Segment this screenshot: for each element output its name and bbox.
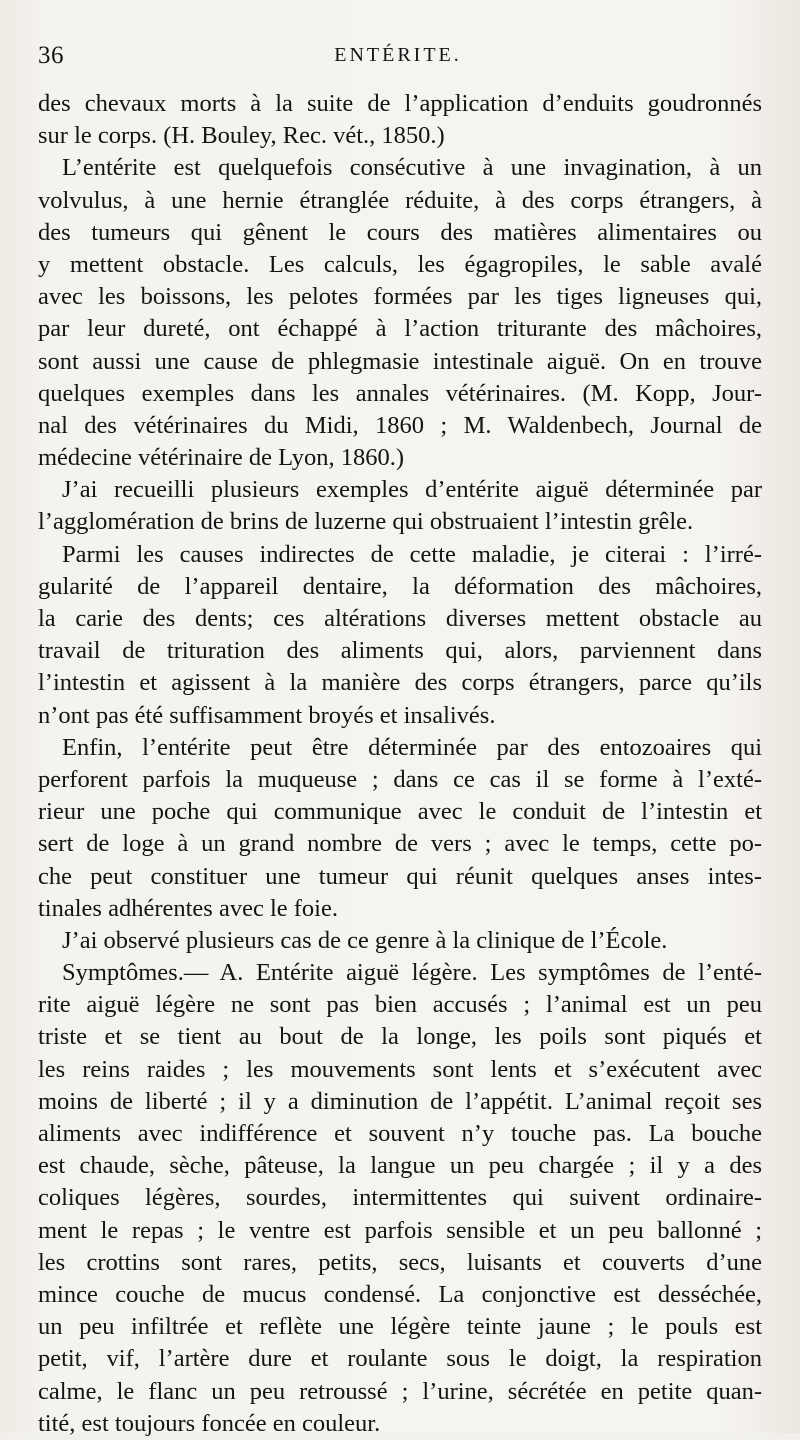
- text-line: les crottins sont rares, petits, secs, luisants et couverts d’une: [38, 1248, 762, 1276]
- text-line: sur le corps. (H. Bouley, Rec. vét., 1850.): [38, 122, 445, 150]
- text-line: la carie des dents; ces altérations diverses mettent obstacle au: [38, 605, 762, 632]
- text-line: aliments avec indifférence et souvent n’y touche pas. La bouche: [38, 1120, 762, 1147]
- text-line: J’ai recueilli plusieurs exemples d’entérite aiguë déterminée par: [62, 476, 762, 504]
- text-line: nal des vétérinaires du Midi, 1860 ; M. Waldenbech, Journal de: [38, 411, 762, 439]
- text-line: médecine vétérinaire de Lyon, 1860.): [38, 444, 404, 472]
- text-line: des tumeurs qui gênent le cours des matières alimentaires ou: [38, 218, 762, 246]
- text-line: gularité de l’appareil dentaire, la déformation des mâchoires,: [38, 572, 762, 600]
- text-line: J’ai observé plusieurs cas de ce genre à la clinique de l’École.: [62, 926, 668, 954]
- text-line: l’agglomération de brins de luzerne qui obstruaient l’intestin grêle.: [38, 508, 694, 536]
- text-line: les reins raides ; les mouvements sont lents et s’exécutent avec: [38, 1055, 762, 1083]
- text-line: des chevaux morts à la suite de l’application d’enduits goudronnés: [38, 90, 762, 117]
- text-line: par leur dureté, ont échappé à l’action triturante des mâchoires,: [38, 315, 762, 343]
- body-text: [38, 88, 762, 1440]
- page-header: [38, 42, 758, 82]
- text-line: tinales adhérentes avec le foie.: [38, 894, 338, 922]
- text-line: rieur une poche qui communique avec le conduit de l’intestin et: [38, 798, 762, 826]
- text-line: moins de liberté ; il y a diminution de l’appétit. L’animal reçoit ses: [38, 1087, 762, 1115]
- text-line: calme, le flanc un peu retroussé ; l’urine, sécrétée en petite quan-: [38, 1377, 762, 1405]
- text-line: Enfin, l’entérite peut être déterminée par des entozoaires qui: [62, 733, 762, 761]
- text-line: rite aiguë légère ne sont pas bien accusés ; l’animal est un peu: [38, 991, 762, 1019]
- text-line: quelques exemples dans les annales vétérinaires. (M. Kopp, Jour-: [38, 379, 762, 407]
- running-title: ENTÉRITE.: [334, 44, 462, 66]
- text-line: Parmi les causes indirectes de cette maladie, je citerai : l’irré-: [62, 540, 762, 568]
- text-line: triste et se tient au bout de la longe, les poils sont piqués et: [38, 1023, 762, 1051]
- text-line: sont aussi une cause de phlegmasie intestinale aiguë. On en trouve: [38, 347, 762, 375]
- text-line: ment le repas ; le ventre est parfois sensible et un peu ballonné ;: [38, 1216, 762, 1244]
- text-line: Symptômes.— A. Entérite aiguë légère. Les symptômes de l’enté-: [62, 959, 762, 987]
- text-line: avec les boissons, les pelotes formées par les tiges ligneuses qui,: [38, 283, 762, 311]
- text-line: n’ont pas été suffisamment broyés et insalivés.: [38, 701, 496, 729]
- text-line: petit, vif, l’artère dure et roulante sous le doigt, la respiration: [38, 1345, 762, 1373]
- text-line: est chaude, sèche, pâteuse, la langue un peu chargée ; il y a des: [38, 1152, 762, 1180]
- text-line: un peu infiltrée et reflète une légère teinte jaune ; le pouls est: [38, 1313, 762, 1341]
- text-line: tité, est toujours foncée en couleur.: [38, 1409, 381, 1437]
- text-line: coliques légères, sourdes, intermittentes qui suivent ordinaire-: [38, 1184, 762, 1212]
- page-number: 36: [38, 42, 64, 69]
- text-line: volvulus, à une hernie étranglée réduite, à des corps étrangers, à: [38, 186, 762, 214]
- text-line: y mettent obstacle. Les calculs, les égagropiles, le sable avalé: [38, 250, 762, 278]
- text-line: L’entérite est quelquefois consécutive à une invagination, à un: [62, 154, 762, 182]
- text-line: sert de loge à un grand nombre de vers ; avec le temps, cette po-: [38, 830, 762, 858]
- text-line: perforent parfois la muqueuse ; dans ce cas il se forme à l’exté-: [38, 765, 762, 793]
- text-line: travail de trituration des aliments qui, alors, parviennent dans: [38, 637, 762, 665]
- text-line: mince couche de mucus condensé. La conjonctive est desséchée,: [38, 1280, 762, 1308]
- text-line: l’intestin et agissent à la manière des corps étrangers, parce qu’ils: [38, 669, 762, 697]
- text-line: che peut constituer une tumeur qui réunit quelques anses intes-: [38, 862, 762, 890]
